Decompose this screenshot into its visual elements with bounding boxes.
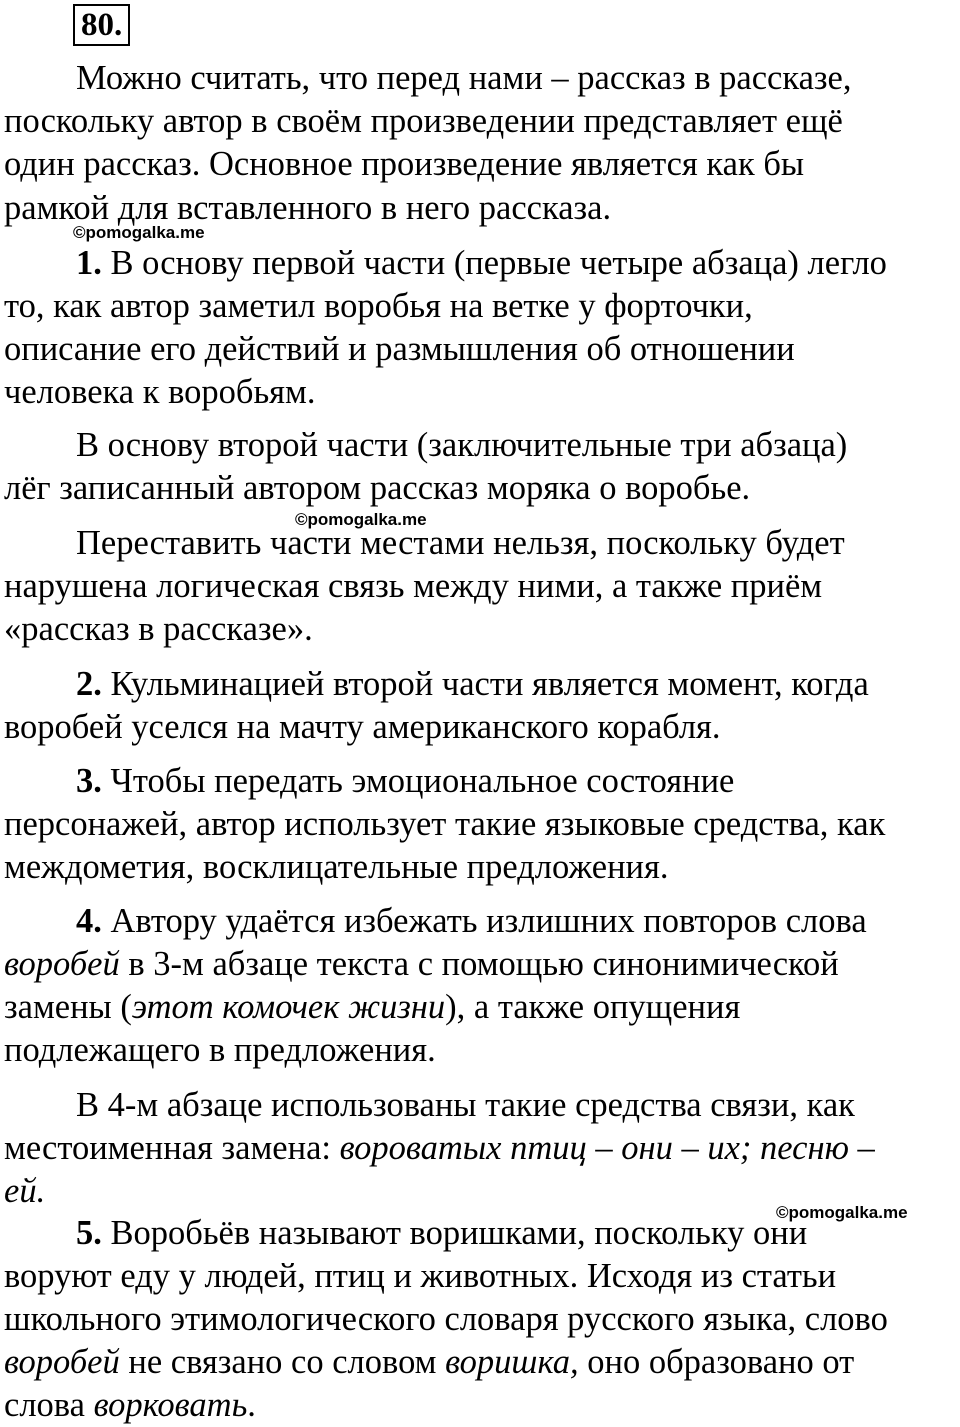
para4-line-3: ей. xyxy=(4,1172,46,1210)
answer-5-number: 5. xyxy=(76,1214,102,1252)
answer-4-line-3: замены (этот комочек жизни), а также опущения xyxy=(4,988,741,1026)
answer-5-line-1: 5. Воробьёв называют воришками, поскольку они xyxy=(76,1214,808,1252)
answer-4-line-1: 4. Автору удаётся избежать излишних повторов слова xyxy=(76,902,867,940)
answer-1-line-1: 1. В основу первой части (первые четыре абзаца) легло xyxy=(76,244,887,282)
answer-2-number: 2. xyxy=(76,665,102,703)
watermark: ©pomogalka.me xyxy=(776,1203,908,1222)
swap-line-1: Переставить части местами нельзя, поскольку будет xyxy=(76,524,845,562)
answer-1-line-3: описание его действий и размышления об отношении xyxy=(4,330,795,368)
answer-4-number: 4. xyxy=(76,902,102,940)
watermark: ©pomogalka.me xyxy=(73,223,205,242)
answer-3-line-2: персонажей, автор использует такие языковые средства, как xyxy=(4,805,886,843)
answer-3-line-3: междометия, восклицательные предложения. xyxy=(4,848,669,886)
answer-2-line-2: воробей уселся на мачту американского корабля. xyxy=(4,708,721,746)
swap-line-3: «рассказ в рассказе». xyxy=(4,610,313,648)
second-part-line-2: лёг записанный автором рассказ моряка о воробье. xyxy=(4,469,751,507)
answer-1-line-2: то, как автор заметил воробья на ветке у форточки, xyxy=(4,287,753,325)
second-part-line-1: В основу второй части (заключительные три абзаца) xyxy=(76,426,848,464)
answer-5-line-3: школьного этимологического словаря русского языка, слово xyxy=(4,1300,888,1338)
para4-line-1: В 4-м абзаце использованы такие средства связи, как xyxy=(76,1086,855,1124)
watermark: ©pomogalka.me xyxy=(295,510,427,529)
answer-1-number: 1. xyxy=(76,244,102,282)
answer-4-line-4: подлежащего в предложения. xyxy=(4,1031,436,1069)
exercise-number: 80. xyxy=(73,4,130,46)
answer-5-line-4: воробей не связано со словом воришка, оно образовано от xyxy=(4,1343,855,1381)
intro-line-1: Можно считать, что перед нами – рассказ в рассказе, xyxy=(76,59,852,97)
answer-3-line-1: 3. Чтобы передать эмоциональное состояние xyxy=(76,762,735,800)
intro-line-2: поскольку автор в своём произведении представляет ещё xyxy=(4,102,843,140)
answer-5-line-5: слова ворковать. xyxy=(4,1386,256,1424)
swap-line-2: нарушена логическая связь между ними, а также приём xyxy=(4,567,823,605)
para4-line-2: местоименная замена: вороватых птиц – они – их; песню – xyxy=(4,1129,875,1167)
answer-5-line-2: воруют еду у людей, птиц и животных. Исходя из статьи xyxy=(4,1257,837,1295)
answer-1-line-4: человека к воробьям. xyxy=(4,373,316,411)
answer-3-number: 3. xyxy=(76,762,102,800)
answer-4-line-2: воробей в 3-м абзаце текста с помощью синонимической xyxy=(4,945,839,983)
answer-2-line-1: 2. Кульминацией второй части является момент, когда xyxy=(76,665,869,703)
intro-line-3: один рассказ. Основное произведение является как бы xyxy=(4,145,805,183)
intro-line-4: рамкой для вставленного в него рассказа. xyxy=(4,189,612,227)
